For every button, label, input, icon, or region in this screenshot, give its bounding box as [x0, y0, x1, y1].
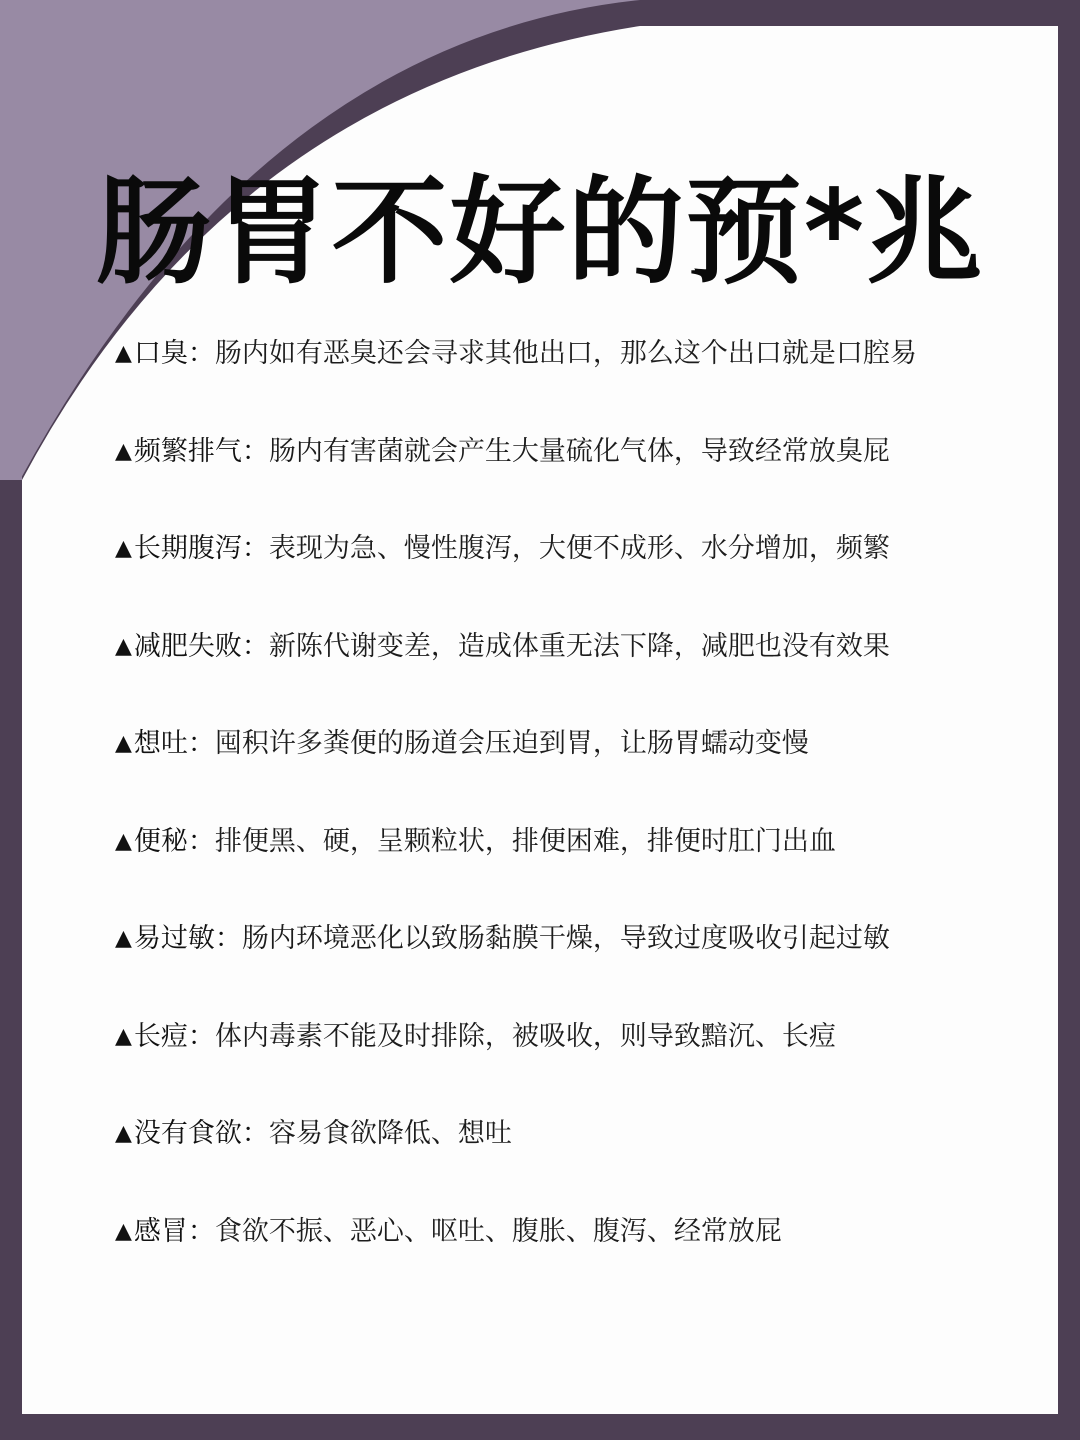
- item-separator: ：: [241, 533, 269, 564]
- triangle-icon: ▲: [115, 536, 132, 561]
- triangle-icon: ▲: [115, 926, 132, 951]
- triangle-icon: ▲: [115, 828, 132, 854]
- item-separator: ：: [187, 338, 215, 369]
- list-item: [115, 621, 1015, 719]
- item-description: 排便黑、硬，呈颗粒状，排便困难，排便时肛门出血: [214, 825, 836, 857]
- list-item: [115, 816, 1015, 914]
- list-item: [115, 1011, 1015, 1109]
- item-separator: ：: [241, 435, 269, 467]
- symptom-list: [115, 328, 1015, 1303]
- triangle-icon: ▲: [115, 438, 132, 464]
- triangle-icon: ▲: [115, 341, 132, 366]
- item-separator: ：: [187, 1020, 215, 1052]
- item-description: 新陈代谢变差，造成体重无法下降，减肥也没有效果: [268, 630, 890, 662]
- item-label: 口臭: [133, 338, 188, 369]
- triangle-icon: ▲: [115, 633, 132, 659]
- item-label: 想吐: [133, 728, 188, 759]
- item-label: 易过敏: [133, 923, 215, 954]
- item-separator: ：: [187, 728, 215, 759]
- item-label: 长痘: [133, 1020, 188, 1052]
- triangle-icon: ▲: [115, 1121, 132, 1146]
- list-item: [115, 913, 1015, 1011]
- item-separator: ：: [187, 1215, 215, 1247]
- item-description: 容易食欲降低、想吐: [268, 1118, 512, 1149]
- list-item: [115, 1108, 1015, 1206]
- item-separator: ：: [187, 825, 215, 857]
- item-label: 长期腹泻: [133, 533, 242, 564]
- item-separator: ：: [241, 1118, 269, 1149]
- page-title: 肠胃不好的预*兆: [95, 165, 985, 300]
- list-item: [115, 328, 1015, 426]
- triangle-icon: ▲: [115, 1023, 132, 1049]
- item-label: 减肥失败: [133, 630, 242, 662]
- triangle-icon: ▲: [115, 731, 132, 756]
- list-item: [115, 718, 1015, 816]
- item-description: 体内毒素不能及时排除，被吸收，则导致黯沉、长痘: [214, 1020, 836, 1052]
- item-description: 肠内如有恶臭还会寻求其他出口，那么这个出口就是口腔易: [214, 338, 917, 369]
- item-description: 食欲不振、恶心、呕吐、腹胀、腹泻、经常放屁: [214, 1215, 782, 1247]
- item-label: 便秘: [133, 825, 188, 857]
- item-description: 肠内环境恶化以致肠黏膜干燥，导致过度吸收引起过敏: [241, 923, 890, 954]
- item-label: 感冒: [133, 1215, 188, 1247]
- item-separator: ：: [214, 923, 242, 954]
- list-item: [115, 1206, 1015, 1304]
- item-description: 表现为急、慢性腹泻，大便不成形、水分增加，频繁: [268, 533, 890, 564]
- triangle-icon: ▲: [115, 1218, 132, 1244]
- item-separator: ：: [241, 630, 269, 662]
- item-description: 囤积许多粪便的肠道会压迫到胃，让肠胃蠕动变慢: [214, 728, 809, 759]
- list-item: [115, 426, 1015, 524]
- item-description: 肠内有害菌就会产生大量硫化气体，导致经常放臭屁: [268, 435, 890, 467]
- item-label: 频繁排气: [133, 435, 242, 467]
- item-label: 没有食欲: [133, 1118, 242, 1149]
- list-item: [115, 523, 1015, 621]
